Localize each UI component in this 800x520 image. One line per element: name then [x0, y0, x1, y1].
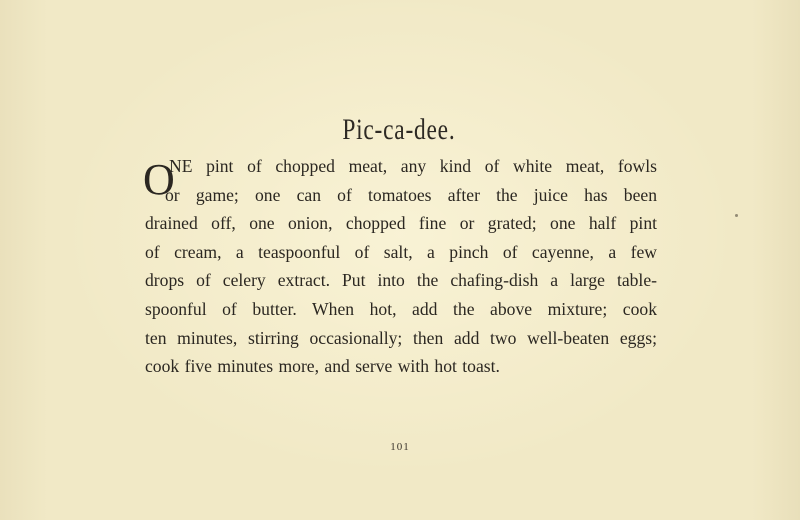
recipe-line: NE pint of chopped meat, any kind of white meat, fowls	[169, 156, 657, 176]
recipe-line: of cream, a teaspoonful of salt, a pinch of cayenne, a few	[145, 241, 657, 262]
recipe-line: cook five minutes more, and serve with hot toast.	[145, 356, 500, 377]
recipe-line: ten minutes, stirring occasionally; then add two well-beaten eggs;	[145, 327, 657, 348]
recipe-line: drained off, one onion, chopped fine or grated; one half pint	[145, 213, 657, 234]
page-number: 101	[390, 441, 410, 453]
recipe-body	[145, 152, 657, 381]
recipe-line: spoonful of butter. When hot, add the above mixture; cook	[145, 298, 657, 319]
recipe-line: drops of celery extract. Put into the chafing-dish a large table-	[145, 270, 657, 291]
paper-speck	[735, 214, 738, 217]
recipe-title: Pic-ca-dee.	[342, 113, 456, 146]
recipe-line: or game; one can of tomatoes after the juice has been	[165, 184, 657, 205]
drop-cap: O	[143, 155, 175, 204]
